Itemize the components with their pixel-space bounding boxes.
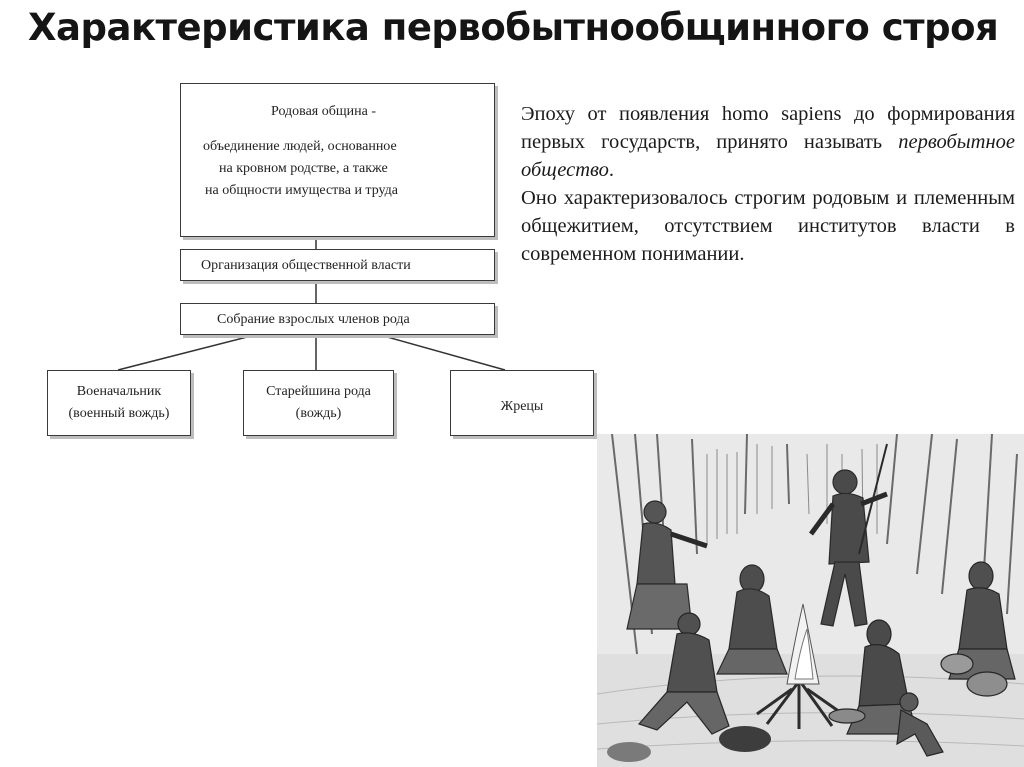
priests-label: Жрецы [500, 399, 544, 414]
description-text [521, 100, 1015, 268]
priests-box [450, 370, 594, 436]
power-organization-box [180, 249, 495, 281]
clan-assembly-box [180, 303, 495, 335]
primitive-people-at-campfire-icon [597, 434, 1024, 767]
power-organization-label: Организация общественной власти [201, 258, 411, 273]
definition-text [203, 136, 398, 202]
clan-elder-box [243, 370, 394, 436]
description-paragraph-1: Эпоху от появления homo sapiens до формирования первых государств, принято называть первобытное общество. [521, 103, 1015, 181]
connector-assembly-to-war [118, 335, 255, 370]
military-leader-box [47, 370, 191, 436]
military-leader-label: Военачальник [76, 384, 162, 399]
clan-community-definition-box [180, 83, 495, 237]
military-leader-sublabel: (военный вождь) [68, 406, 170, 421]
definition-heading: Родовая община - [271, 104, 376, 119]
definition-line: на общности имущества и труда [205, 183, 398, 198]
definition-line: объединение людей, основанное [203, 139, 397, 154]
definition-line: на кровном родстве, а также [219, 161, 388, 176]
connector-assembly-to-priests [380, 335, 505, 370]
clan-elder-sublabel: (вождь) [295, 406, 342, 421]
page-title: Характеристика первобытнообщинного строя [28, 6, 999, 49]
clan-elder-label: Старейшина рода [266, 384, 371, 399]
clan-assembly-label: Собрание взрослых членов рода [217, 312, 410, 327]
description-paragraph-2: Оно характеризовалось строгим родовым и племенным общежитием, отсутствием институтов власти в современном понимании. [521, 187, 1015, 265]
term-primitive-society: первобытное общество [521, 131, 1015, 181]
